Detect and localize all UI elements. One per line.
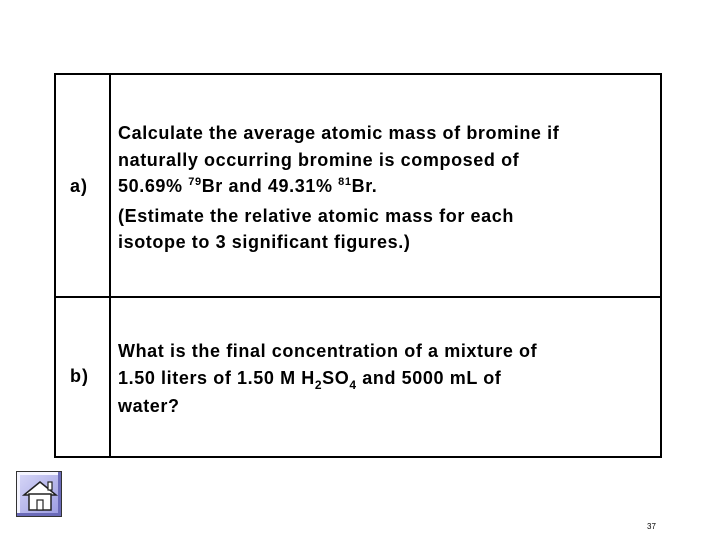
question-b-line: What is the final concentration of a mixture of [118,341,538,361]
isotope-mass-number: 81 [338,176,352,188]
question-a-text [118,120,658,256]
home-icon [21,476,59,514]
question-a-line: naturally occurring bromine is composed of [118,149,520,170]
row-divider [56,296,660,298]
question-b-text [118,338,658,420]
question-a-label: a) [70,176,89,196]
question-a-line: isotope to 3 significant figures.) [118,232,411,252]
question-a-line: (Estimate the relative atomic mass for each [118,205,514,226]
page-number: 37 [647,522,656,531]
question-b-label: b) [70,366,89,386]
subscript: 2 [314,377,323,392]
question-a-line: Calculate the average atomic mass of bromine if [118,123,560,143]
question-b-line: 1.50 liters of 1.50 M $H_2SO_4$ and 5000 mL of [118,367,502,392]
isotope-mass-number: 79 [188,176,202,188]
column-divider [109,75,111,456]
subscript: 4 [349,377,357,392]
question-table [54,73,662,458]
home-button[interactable] [16,471,62,517]
question-b-line: water? [118,396,180,416]
question-a-line: 50.69% $^{79}$Br and 49.31% $^{81}$Br. [118,176,378,196]
